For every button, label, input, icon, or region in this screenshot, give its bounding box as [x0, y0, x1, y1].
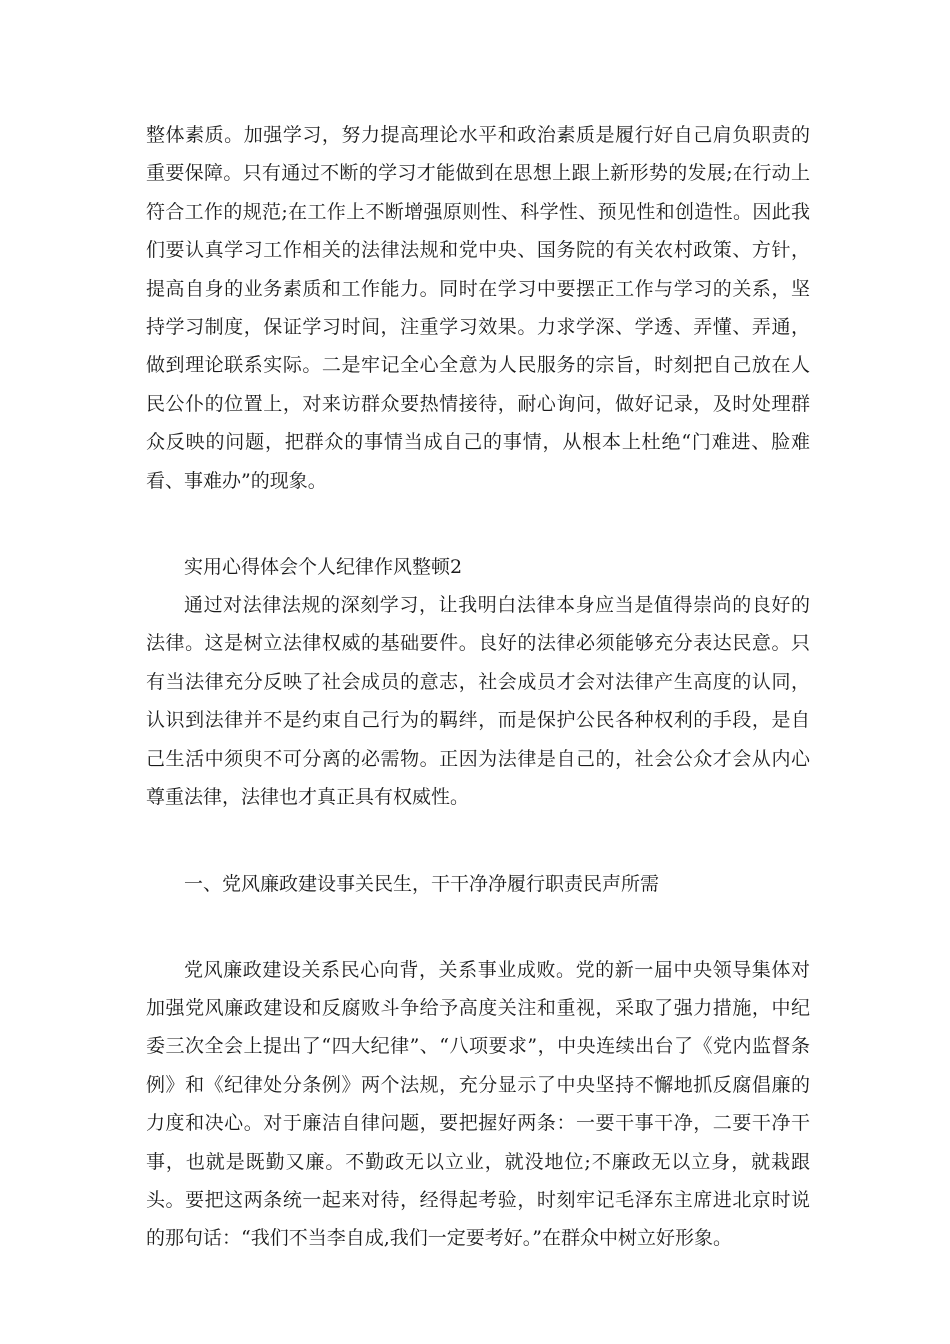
- section-title-2: 实用心得体会个人纪律作风整顿2: [184, 556, 463, 579]
- section-heading-1: 一、党风廉政建设事关民生，干干净净履行职责民声所需: [184, 872, 660, 895]
- body-paragraph-2: 通过对法律法规的深刻学习，让我明白法律本身应当是值得崇尚的良好的法律。这是树立法律权威的基础要件。良好的法律必须能够充分表达民意。只有当法律充分反映了社会成员的意志，社会成员才会对法律产生高度的认同，认识到法律并不是约束自己行为的羁绊，而是保护公民各种权利的手段，是自己生活中须臾不可分离的必需物。正因为法律是自己的，社会公众才会从内心尊重法律，法律也才真正具有权威性。: [146, 594, 810, 809]
- body-paragraph-3: 党风廉政建设关系民心向背，关系事业成败。党的新一届中央领导集体对加强党风廉政建设和反腐败斗争给予高度关注和重视，采取了强力措施，中纪委三次全会上提出了“四大纪律”、“八项要求”，中央连续出台了《党内监督条例》和《纪律处分条例》两个法规，充分显示了中央坚持不懈地抓反腐倡廉的力度和决心。对于廉洁自律问题，要把握好两条：一要干事干净，二要干净干事，也就是既勤又廉。不勤政无以立业，就没地位;不廉政无以立身，就栽跟头。要把这两条统一起来对待，经得起考验，时刻牢记毛泽东主席进北京时说的那句话：“我们不当李自成,我们一定要考好。”在群众中树立好形象。: [146, 958, 810, 1250]
- body-paragraph-1: 整体素质。加强学习，努力提高理论水平和政治素质是履行好自己肩负职责的重要保障。只有通过不断的学习才能做到在思想上跟上新形势的发展;在行动上符合工作的规范;在工作上不断增强原则性、科学性、预见性和创造性。因此我们要认真学习工作相关的法律法规和党中央、国务院的有关农村政策、方针，提高自身的业务素质和工作能力。同时在学习中要摆正工作与学习的关系，坚持学习制度，保证学习时间，注重学习效果。力求学深、学透、弄懂、弄通，做到理论联系实际。二是牢记全心全意为人民服务的宗旨，时刻把自己放在人民公仆的位置上，对来访群众要热情接待，耐心询问，做好记录，及时处理群众反映的问题，把群众的事情当成自己的事情，从根本上杜绝“门难进、脸难看、事难办”的现象。: [146, 124, 810, 492]
- document-page: [146, 116, 810, 1258]
